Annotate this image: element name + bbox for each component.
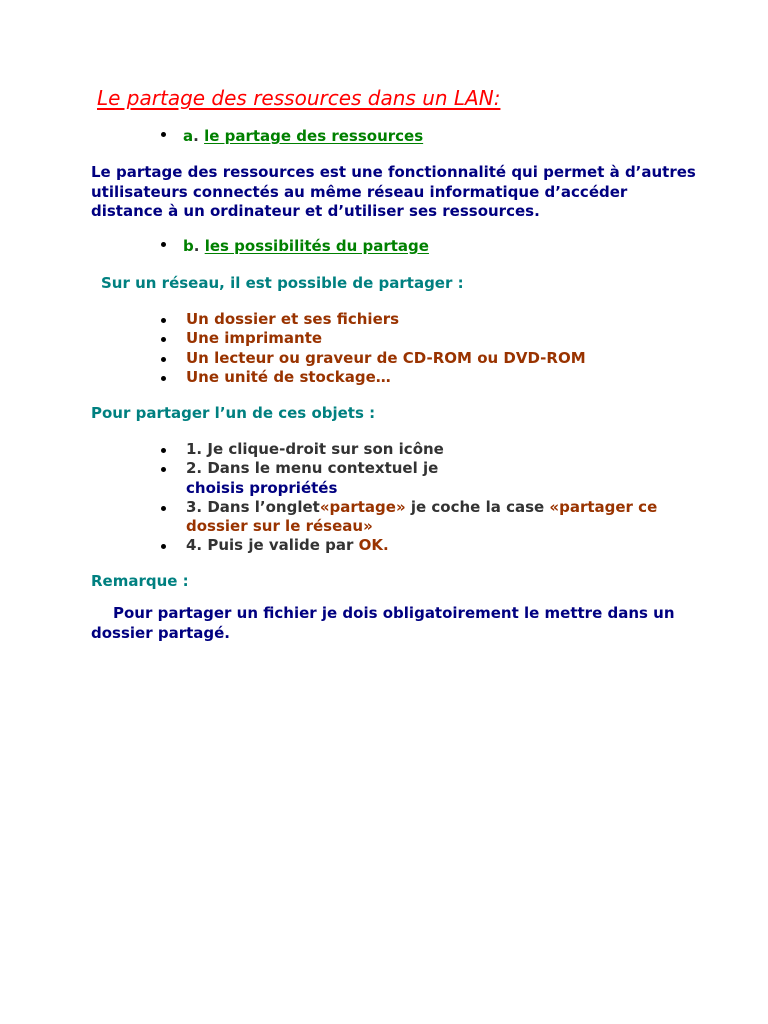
section-a-heading xyxy=(161,127,423,146)
list-item: Une imprimante xyxy=(161,329,586,348)
bullet-icon xyxy=(161,357,166,362)
bullet-icon xyxy=(161,318,166,323)
steps-list xyxy=(161,440,657,556)
bullet-icon xyxy=(161,448,166,453)
step-item: 3. Dans l’onglet«partage» je coche la case «partager ce dossier sur le réseau» xyxy=(161,498,657,537)
page-title: Le partage des ressources dans un LAN: xyxy=(97,86,501,110)
remark-line-1: Pour partager un fichier je dois obligatoirement le mettre dans un xyxy=(113,604,675,622)
list-item: Une unité de stockage… xyxy=(161,368,586,387)
section-b-letter: b xyxy=(183,237,194,255)
steps-intro: Pour partager l’un de ces objets : xyxy=(91,404,376,422)
section-b-separator: . xyxy=(193,237,200,255)
bullet-icon xyxy=(161,337,166,342)
remark-label: Remarque : xyxy=(91,572,189,590)
section-a-letter: a xyxy=(183,127,194,145)
remark-paragraph xyxy=(91,604,675,643)
list-item: Un lecteur ou graveur de CD-ROM ou DVD-ROM xyxy=(161,349,586,368)
remark-line-2: dossier partagé. xyxy=(91,623,230,642)
intro-line-2: utilisateurs connectés au même réseau informatique d’accéder xyxy=(91,182,628,201)
bullet-icon xyxy=(161,506,166,511)
sharing-intro: Sur un réseau, il est possible de partager : xyxy=(101,274,464,292)
intro-line-1: Le partage des ressources est une fonctionnalité qui permet à d’autres xyxy=(91,163,696,181)
share-items-list xyxy=(161,310,586,387)
section-a-separator: . xyxy=(193,127,199,145)
bullet-icon xyxy=(161,242,166,247)
section-b-heading xyxy=(161,237,429,256)
bullet-icon xyxy=(161,132,166,137)
intro-line-3: distance à un ordinateur et d’utiliser ses ressources. xyxy=(91,202,540,220)
step-item: 2. Dans le menu contextuel je choisis propriétés xyxy=(161,459,657,498)
bullet-icon xyxy=(161,544,166,549)
section-a-title: le partage des ressources xyxy=(204,127,424,145)
bullet-icon xyxy=(161,376,166,381)
list-item: Un dossier et ses fichiers xyxy=(161,310,586,329)
intro-paragraph xyxy=(91,163,696,222)
section-b-title: les possibilités du partage xyxy=(204,237,429,255)
step-item: 4. Puis je valide par OK. xyxy=(161,536,657,555)
step-item: 1. Je clique-droit sur son icône xyxy=(161,440,657,459)
bullet-icon xyxy=(161,467,166,472)
